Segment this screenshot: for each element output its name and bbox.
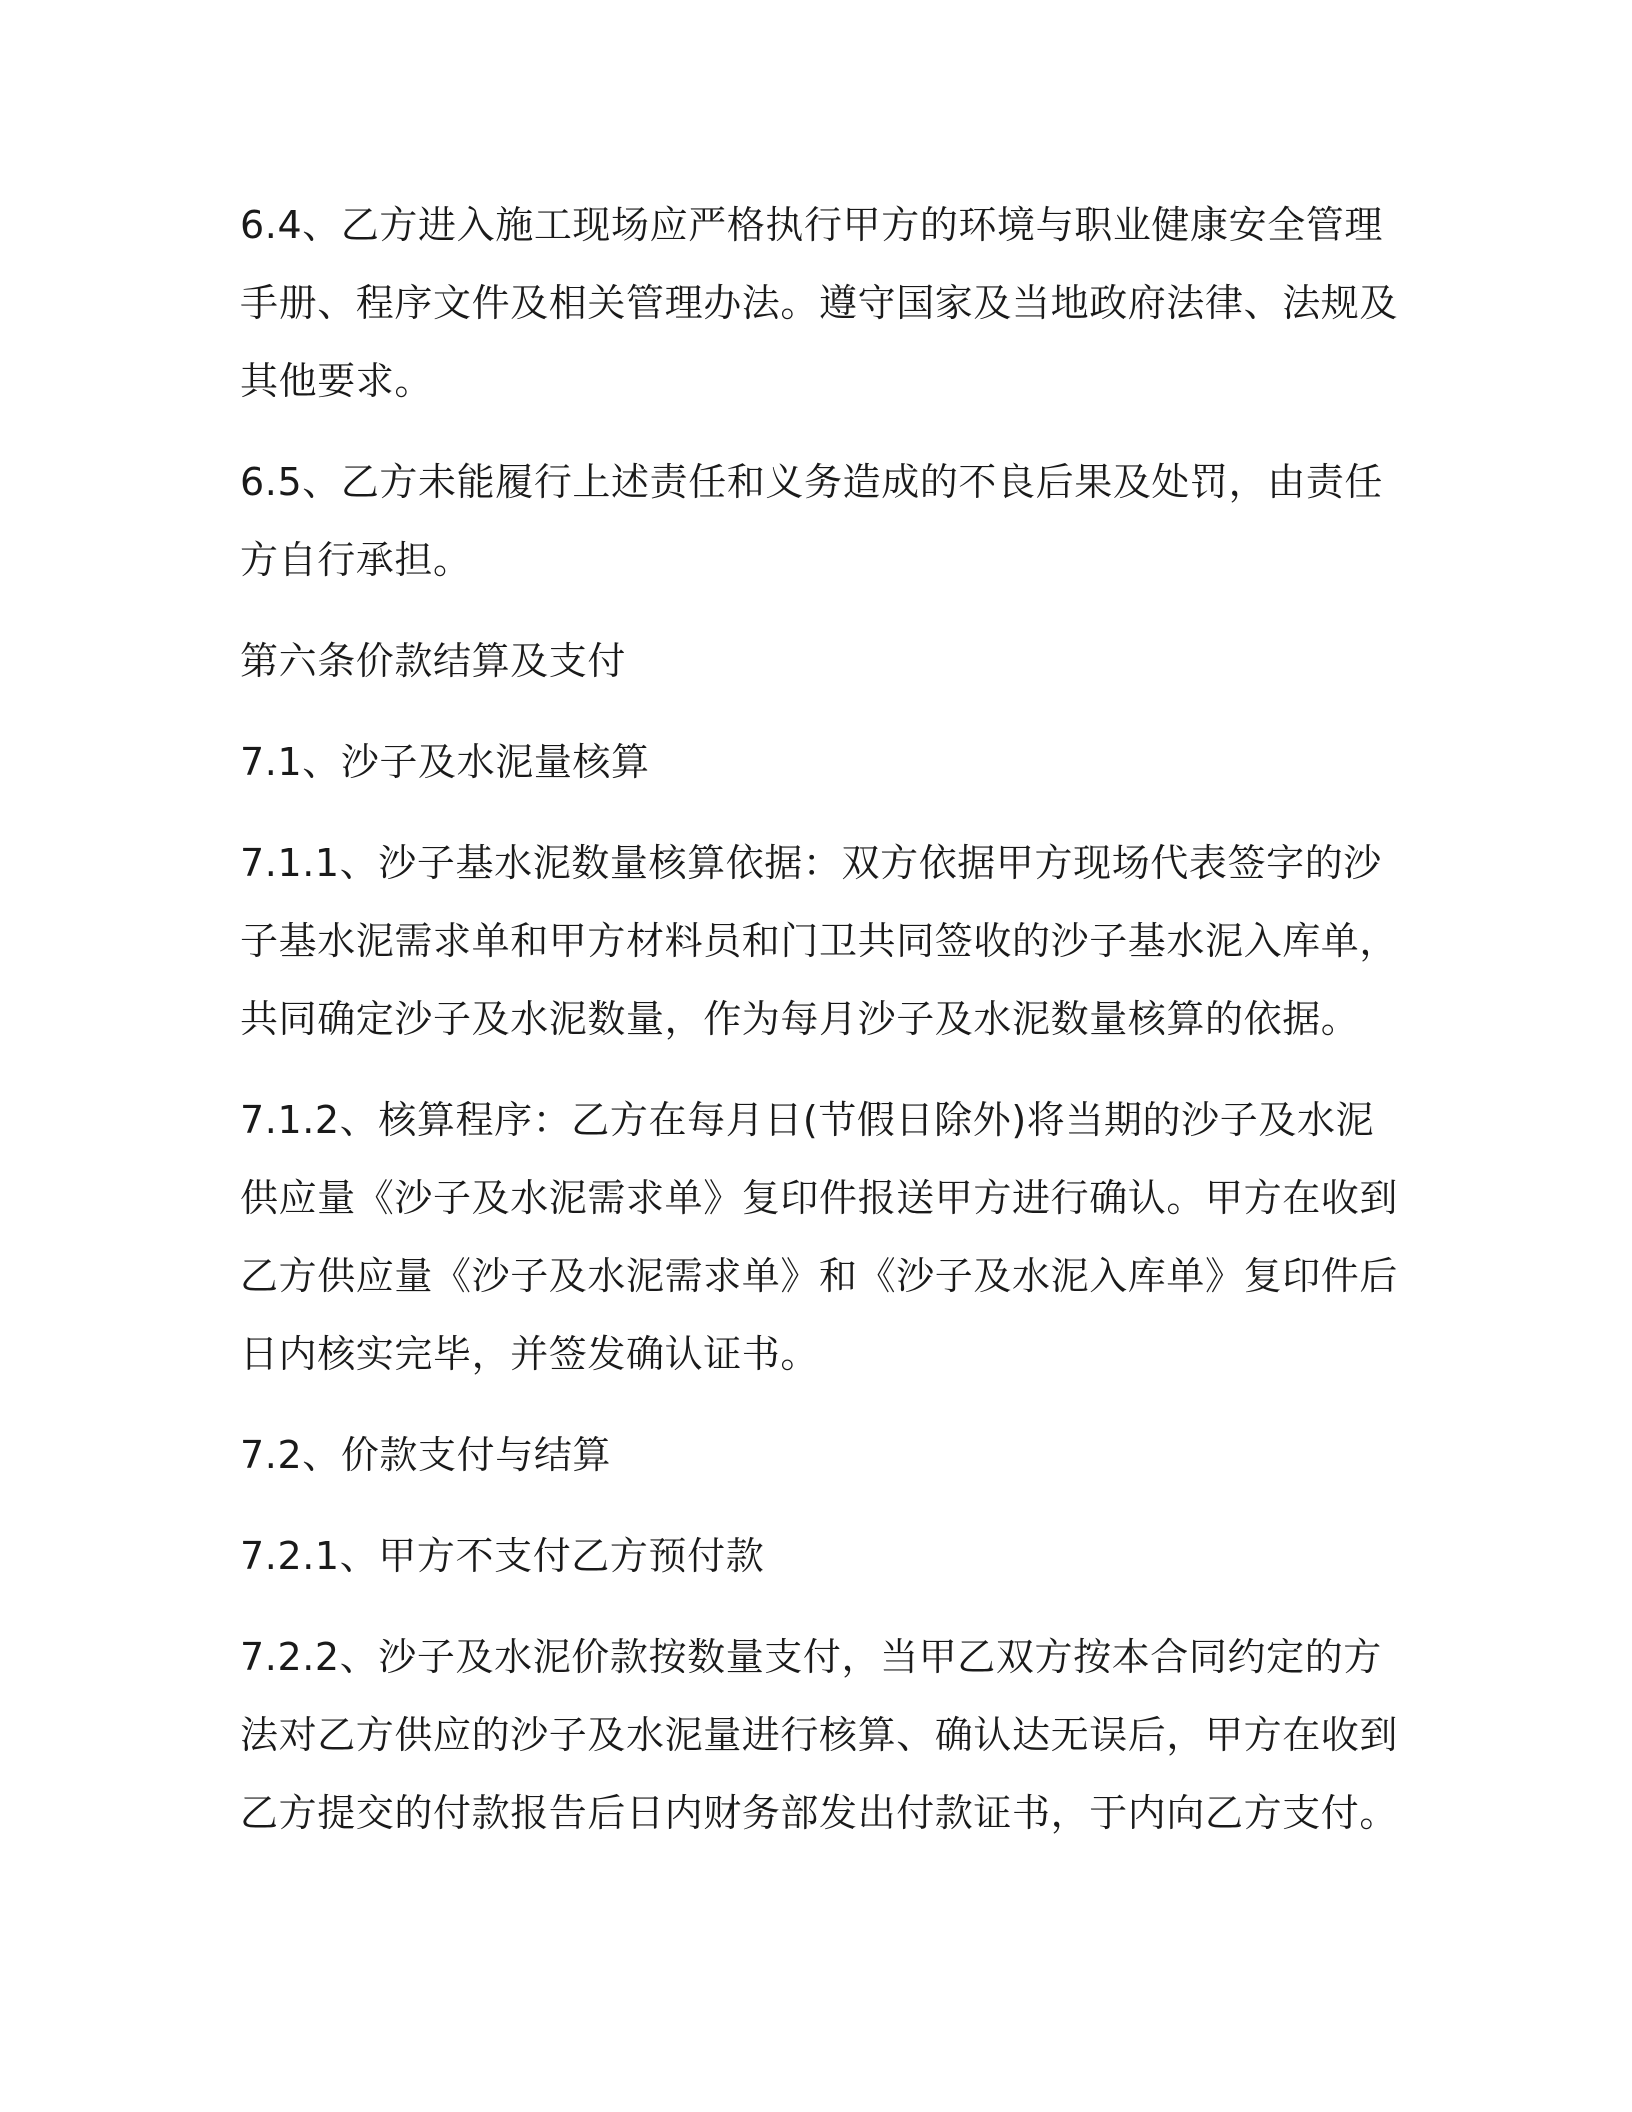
clause-7-1-2: 7.1.2、核算程序：乙方在每月日(节假日除外)将当期的沙子及水泥供应量《沙子及水泥需求单》复印件报送甲方进行确认。甲方在收到乙方供应量《沙子及水泥需求单》和《沙子及水泥入库单》复印件后日内核实完毕，并签发确认证书。 [240,1098,1399,1376]
article-heading-payment: 第六条价款结算及支付 [240,639,627,683]
clause-6-5: 6.5、乙方未能履行上述责任和义务造成的不良后果及处罚，由责任方自行承担。 [240,460,1384,582]
clause-7-2-heading: 7.2、价款支付与结算 [240,1433,612,1477]
document-page [240,186,1400,1875]
clause-7-1-heading: 7.1、沙子及水泥量核算 [240,740,650,784]
clause-7-1-1: 7.1.1、沙子基水泥数量核算依据：双方依据甲方现场代表签字的沙子基水泥需求单和甲方材料员和门卫共同签收的沙子基水泥入库单，共同确定沙子及水泥数量，作为每月沙子及水泥数量核算的依据。 [240,841,1399,1041]
clause-6-4: 6.4、乙方进入施工现场应严格执行甲方的环境与职业健康安全管理手册、程序文件及相关管理办法。遵守国家及当地政府法律、法规及其他要求。 [240,203,1399,403]
clause-7-2-1: 7.2.1、甲方不支付乙方预付款 [240,1534,765,1578]
clause-7-2-2: 7.2.2、沙子及水泥价款按数量支付，当甲乙双方按本合同约定的方法对乙方供应的沙子及水泥量进行核算、确认达无误后，甲方在收到乙方提交的付款报告后日内财务部发出付款证书，于内向乙方支付。 [240,1635,1399,1835]
